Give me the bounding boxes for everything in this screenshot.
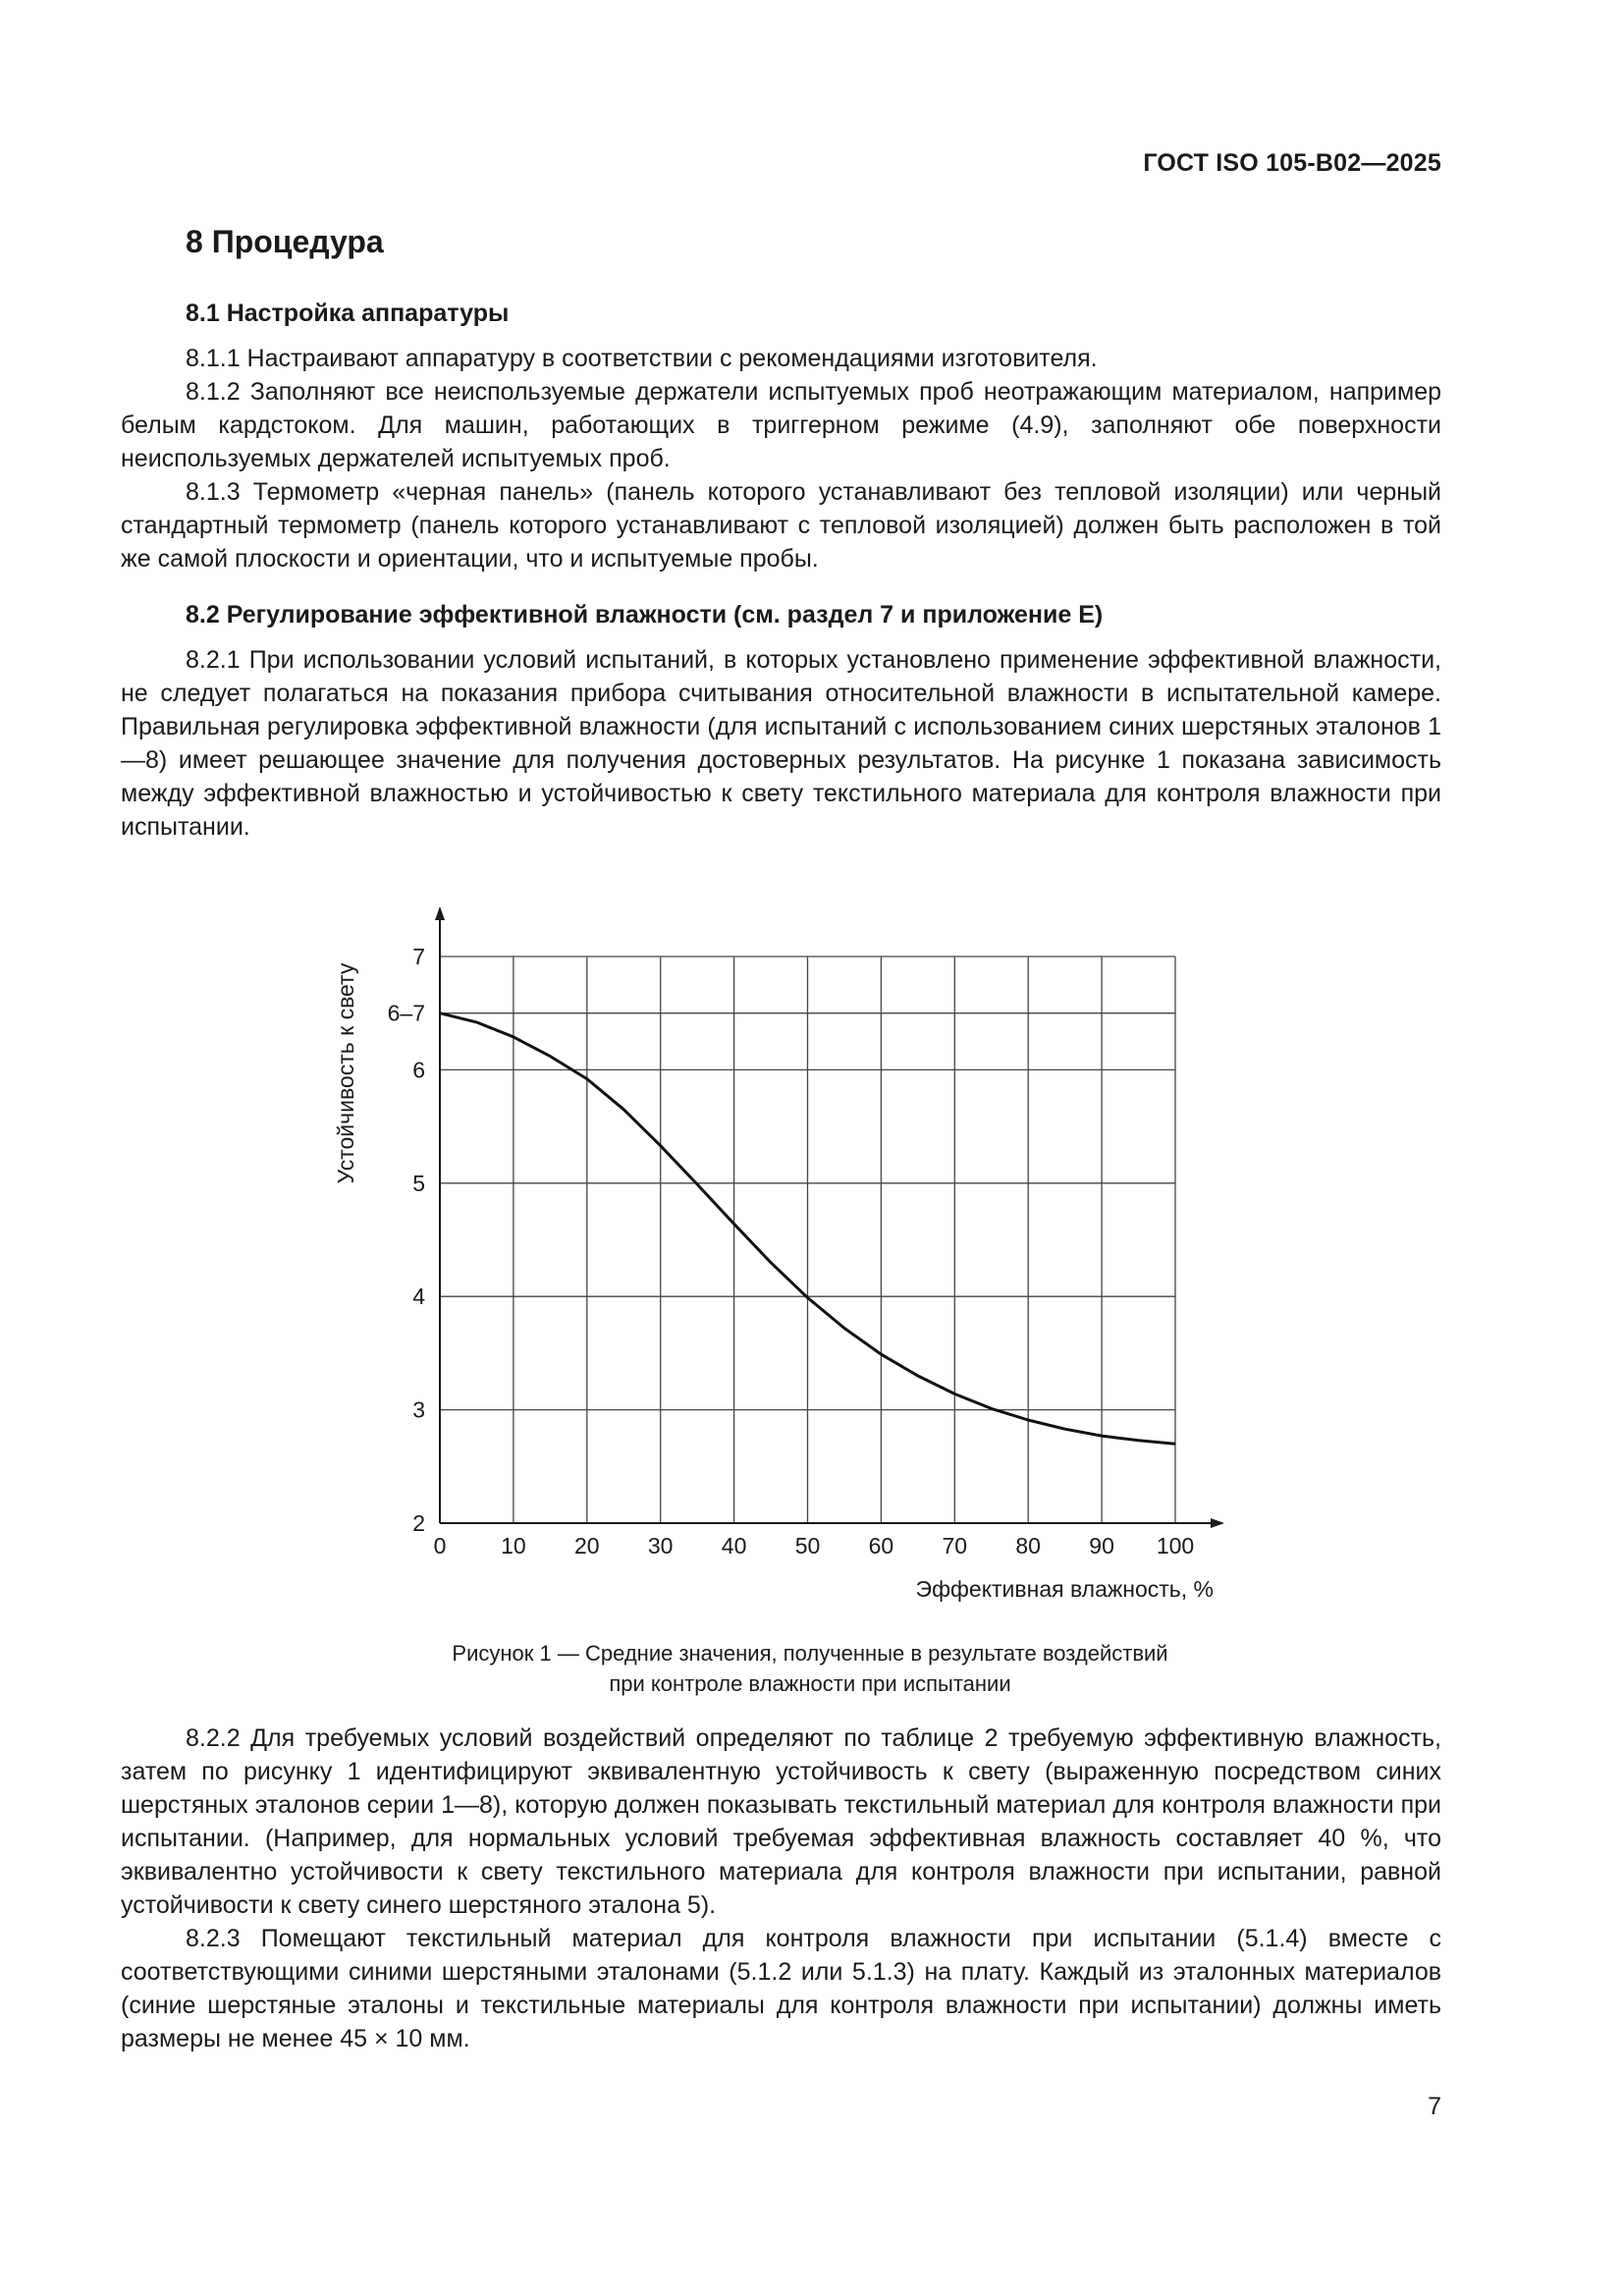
x-tick-label: 70 (942, 1533, 968, 1558)
y-tick-label: 6 (412, 1057, 425, 1083)
chart-axes (440, 908, 1222, 1523)
figure-caption (295, 1638, 1325, 1699)
paragraph-8-1-1: 8.1.1 Настраивают аппаратуру в соответствии с рекомендациями изготовителя. (186, 345, 1098, 372)
y-tick-labels (388, 944, 426, 1536)
paragraph-8-2-3: 8.2.3 Помещают текстильный материал для контроля влажности при испытании (5.1.4) вместе с соответствующими синими шерстяными эталонами (5.1.2 или 5.1.3) на плату. Каждый из эталонных материалов (синие шерстяные эталоны и текстильные материалы для контроля влажности при испытании) должны иметь размеры не менее 45 × 10 мм. (121, 1925, 1441, 2052)
x-tick-label: 10 (501, 1533, 526, 1558)
y-axis-label: Устойчивость к свету (333, 962, 358, 1184)
figure-caption-line-1: Рисунок 1 — Средние значения, полученные в результате воздействий (452, 1641, 1168, 1666)
x-tick-label: 60 (868, 1533, 894, 1558)
y-tick-label: 3 (412, 1396, 425, 1423)
figure-caption-line-2: при контроле влажности при испытании (609, 1671, 1011, 1696)
paragraph-8-2-1: 8.2.1 При использовании условий испытаний, в которых установлено применение эффективной влажности, не следует полагаться на показания прибора считывания относительной влажности в испытательной камере. Правильная регулировка эффективной влажности (для испытаний с использованием синих шерстяных эталонов 1—8) имеет решающее значение для получения достоверных результатов. На рисунке 1 показана зависимость между эффективной влажностью и устойчивостью к свету текстильного материала для контроля влажности при испытании. (121, 646, 1441, 841)
y-tick-label: 6–7 (387, 1000, 425, 1026)
x-tick-label: 100 (1156, 1533, 1195, 1558)
paragraph-8-1-2: 8.1.2 Заполняют все неиспользуемые держатели испытуемых проб неотражающим материалом, например белым кардстоком. Для машин, работающих в триггерном режиме (4.9), заполняют обе поверхности неиспользуемых держателей испытуемых проб. (121, 378, 1441, 472)
subsection-title-8-2: 8.2 Регулирование эффективной влажности (см. раздел 7 и приложение Е) (186, 601, 1104, 629)
y-tick-label: 2 (412, 1510, 425, 1536)
x-tick-label: 50 (794, 1533, 821, 1558)
page-number: 7 (1428, 2093, 1441, 2120)
paragraphs-8-2-after (121, 1722, 1441, 2055)
x-tick-label: 30 (647, 1533, 674, 1558)
x-tick-labels (434, 1533, 1195, 1558)
x-tick-label: 0 (433, 1533, 447, 1558)
standard-code: ГОСТ ISO 105-B02—2025 (1143, 149, 1441, 177)
x-tick-label: 40 (721, 1533, 747, 1558)
x-tick-label: 20 (574, 1533, 600, 1558)
y-tick-label: 5 (412, 1170, 425, 1196)
x-tick-label: 80 (1015, 1533, 1041, 1558)
y-tick-label: 4 (412, 1284, 425, 1310)
section-title: 8 Процедура (186, 224, 384, 259)
x-tick-label: 90 (1089, 1533, 1114, 1558)
paragraph-8-2-2: 8.2.2 Для требуемых условий воздействий определяют по таблице 2 требуемую эффективную влажность, затем по рисунку 1 идентифицируют эквивалентную устойчивость к свету (выраженную посредством синих шерстяных эталонов серии 1—8), которую должен показывать текстильный материал для контроля влажности при испытании. (Например, для нормальных условий требуемая эффективная влажность составляет 40 %, что эквивалентно устойчивости к свету текстильного материала для контроля влажности при испытании, равной устойчивости к свету синего шерстяного эталона 5). (121, 1724, 1441, 1919)
chart-grid (440, 957, 1175, 1523)
subsection-title-8-1: 8.1 Настройка аппаратуры (186, 300, 510, 327)
y-tick-label: 7 (412, 944, 425, 969)
x-axis-label: Эффективная влажность, % (915, 1576, 1214, 1602)
paragraph-8-1-3: 8.1.3 Термометр «черная панель» (панель которого устанавливают без тепловой изоляции) или черный стандартный термометр (панель которого устанавливают с тепловой изоляцией) должен быть расположен в той же самой плоскости и ориентации, что и испытуемые пробы. (121, 478, 1441, 573)
